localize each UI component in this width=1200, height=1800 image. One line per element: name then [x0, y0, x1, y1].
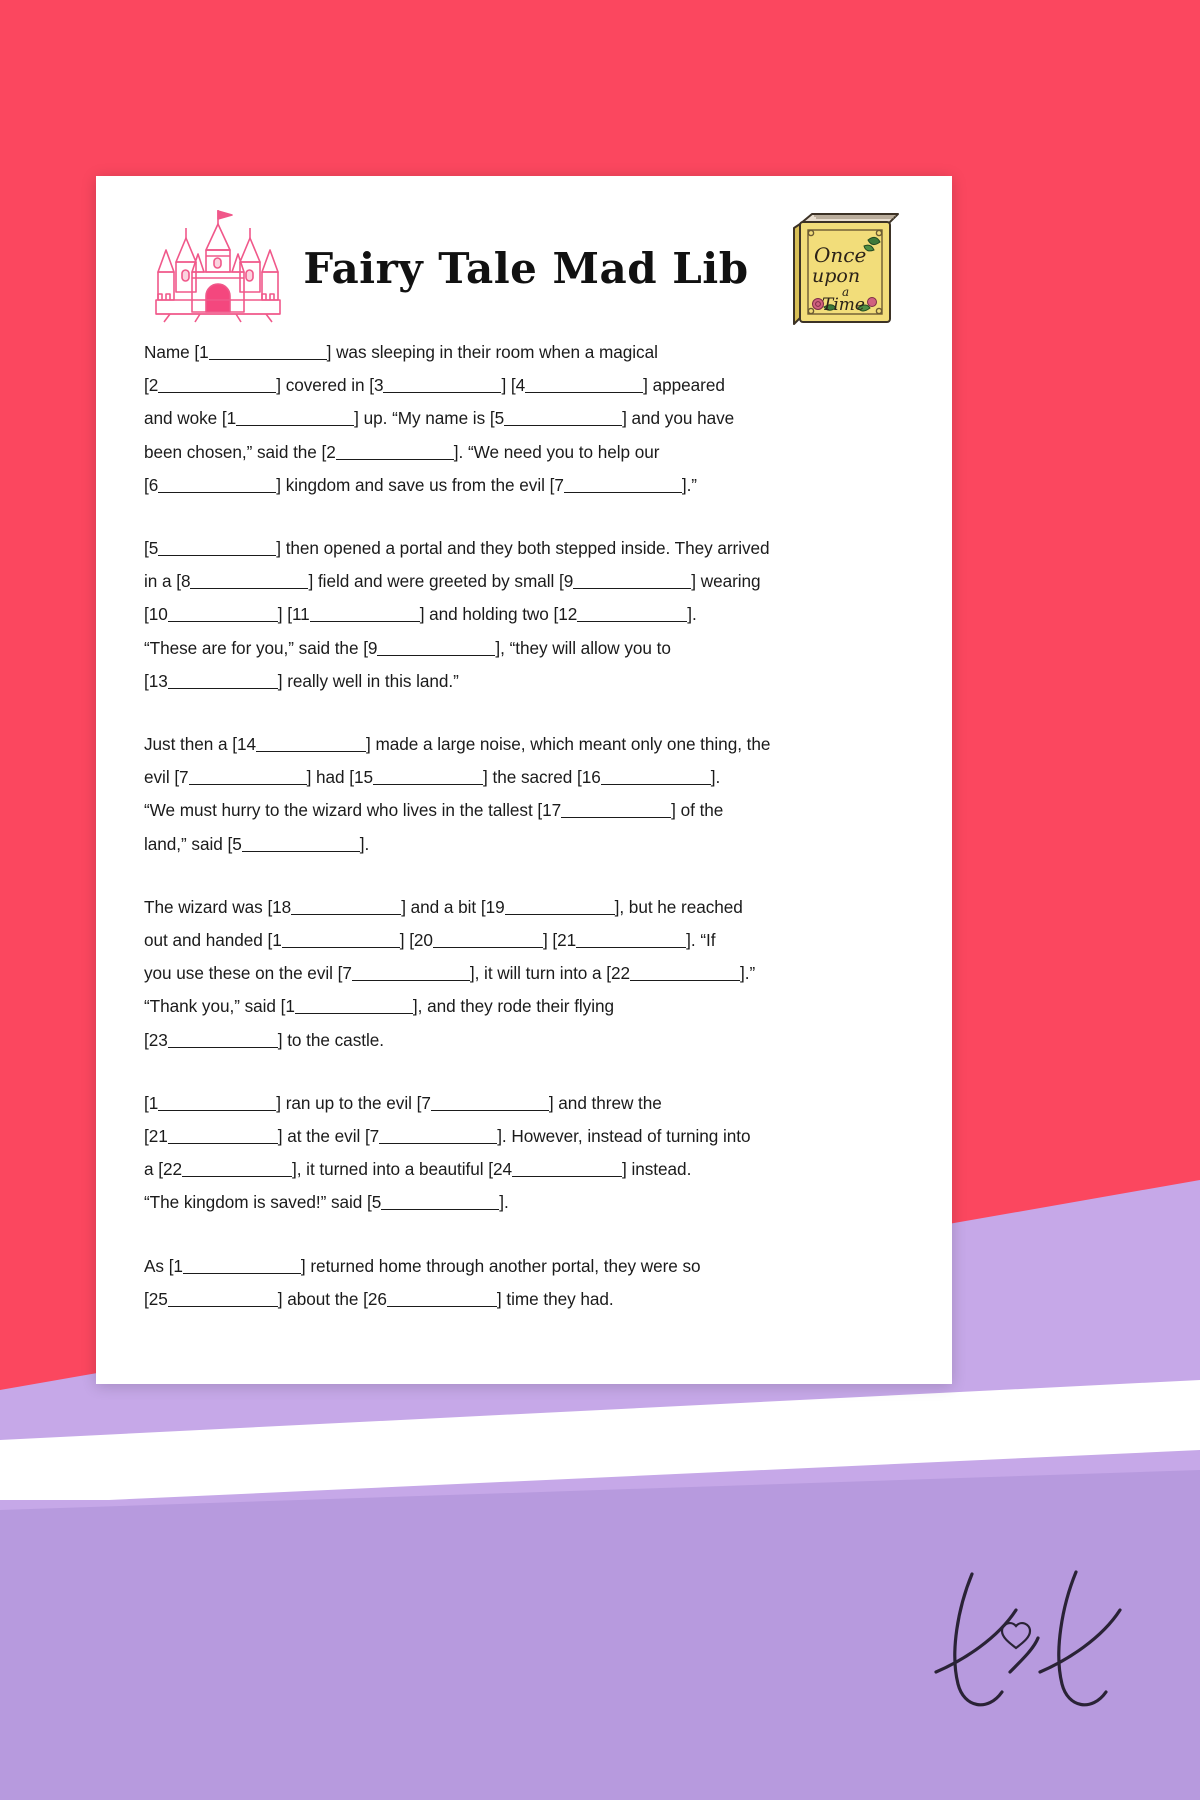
blank-label: [1: [221, 408, 237, 429]
blank-rule[interactable]: [352, 964, 470, 981]
story-text: and woke: [144, 408, 222, 429]
paragraph-2: [144, 532, 908, 698]
story-text: time they had.: [501, 1288, 614, 1309]
blank-close: ]: [501, 375, 507, 396]
story-text: you use these on the evil: [144, 963, 338, 984]
blank-label: [1: [280, 996, 295, 1017]
blank-rule[interactable]: [291, 898, 401, 915]
blank-close: ]: [419, 604, 425, 625]
blank-close: ]: [687, 604, 693, 625]
story-text: “The kingdom is saved!” said: [144, 1192, 368, 1213]
story-text: .: [692, 604, 697, 625]
blank-4[interactable]: [511, 375, 648, 395]
blank-label: [26: [363, 1288, 387, 1309]
blank-close: ]: [542, 930, 548, 951]
book-title-line-3: a: [842, 285, 850, 299]
blank-label: [12: [553, 604, 578, 625]
story-text: evil: [144, 767, 175, 788]
story-line: [144, 1186, 908, 1219]
blank-close: ]: [326, 342, 332, 362]
blank-label: [16: [576, 767, 601, 788]
book-title-line-1: Once: [814, 243, 867, 267]
blank-5[interactable]: [490, 408, 627, 428]
blank-rule[interactable]: [168, 1290, 278, 1307]
story-text: instead.: [626, 1159, 692, 1180]
blank-5[interactable]: [227, 834, 364, 854]
blank-label: [1: [267, 930, 282, 951]
blank-9[interactable]: [363, 638, 500, 658]
story-text: , it will turn into a: [474, 963, 607, 984]
blank-9[interactable]: [559, 571, 696, 591]
worksheet-sheet: [96, 176, 952, 1384]
blank-close: ]: [548, 1092, 554, 1113]
blank-label: [8: [176, 571, 191, 592]
blank-close: ]: [710, 767, 716, 788]
story-text: been chosen,” said the: [144, 441, 322, 462]
story-text: in a: [144, 571, 177, 592]
blank-close: ]: [412, 996, 418, 1017]
blank-21[interactable]: [144, 1126, 282, 1146]
story-text: “These are for you,” said the: [144, 637, 364, 658]
story-line: [144, 632, 908, 665]
story-text: Just then a: [144, 734, 233, 755]
story-text: covered in: [280, 375, 370, 396]
story-line: [144, 598, 908, 631]
blank-close: ]: [277, 1288, 283, 1309]
story-line: [144, 990, 908, 1023]
story-line: [144, 891, 908, 924]
story-text: field and were greeted by small: [313, 571, 560, 592]
blank-rule[interactable]: [577, 605, 687, 622]
blank-label: [20: [409, 930, 433, 951]
book-title-line-2: upon: [812, 265, 861, 287]
blank-5[interactable]: [144, 538, 281, 558]
storybook-icon: [784, 206, 904, 335]
blank-close: ]: [277, 1029, 283, 1050]
story-text: of the: [675, 800, 724, 821]
story-text: As: [144, 1255, 169, 1276]
paragraph-6: [144, 1250, 908, 1316]
blank-rule[interactable]: [182, 1160, 292, 1177]
story-text: and threw the: [553, 1092, 662, 1113]
blank-rule[interactable]: [573, 572, 691, 589]
blank-label: [23: [144, 1029, 168, 1050]
blank-16[interactable]: [577, 767, 715, 787]
story-text: Name: [144, 342, 195, 362]
blank-label: [5: [489, 408, 505, 429]
blank-rule[interactable]: [564, 476, 682, 493]
blank-8[interactable]: [176, 571, 313, 591]
blank-rule[interactable]: [561, 801, 671, 818]
blank-rule[interactable]: [183, 1257, 301, 1274]
blank-close: ]: [496, 1288, 502, 1309]
book-title-line-4: Time: [822, 295, 865, 315]
story-text: .: [364, 833, 370, 854]
worksheet-header: [144, 202, 908, 334]
story-text: was sleeping in their room when a magical: [331, 342, 658, 362]
blank-rule[interactable]: [512, 1160, 622, 1177]
blank-close: ]: [399, 930, 405, 951]
story-line: [144, 1250, 908, 1283]
story-line: [144, 402, 908, 435]
blank-18[interactable]: [267, 897, 405, 917]
blank-close: ]: [306, 767, 312, 788]
story-line: [144, 532, 908, 565]
blank-1[interactable]: [222, 408, 359, 428]
story-text: about the: [282, 1288, 364, 1309]
blank-close: ]: [276, 375, 281, 396]
blank-rule[interactable]: [168, 1031, 278, 1048]
story-text: ran up to the evil: [280, 1092, 417, 1113]
blank-3[interactable]: [369, 375, 506, 395]
story-line: [144, 957, 908, 990]
blank-close: ]: [277, 604, 283, 625]
story-line: [144, 828, 908, 861]
blank-1[interactable]: [169, 1256, 306, 1276]
story-text: out and handed: [144, 930, 268, 951]
story-text: appeared: [647, 375, 725, 396]
story-text: , and they rode their flying: [417, 996, 615, 1017]
blank-21[interactable]: [552, 930, 690, 950]
blank-label: [2: [321, 441, 336, 462]
blank-rule[interactable]: [236, 409, 354, 426]
story-text: and a bit: [405, 896, 481, 917]
blank-1[interactable]: [194, 342, 331, 362]
story-line: [144, 1153, 908, 1186]
story-line: [144, 794, 908, 827]
blank-15[interactable]: [349, 767, 487, 787]
blank-close: ]: [366, 734, 371, 755]
story-text: .”: [686, 474, 697, 495]
blank-rule[interactable]: [379, 1127, 497, 1144]
story-text: up. “My name is: [358, 408, 490, 429]
blank-14[interactable]: [232, 734, 370, 754]
blank-close: ]: [291, 1159, 297, 1180]
blank-rule[interactable]: [505, 898, 615, 915]
story-text: .: [504, 1192, 509, 1213]
story-text: , it turned into a beautiful: [296, 1159, 489, 1180]
story-text: and you have: [626, 408, 735, 429]
blank-close: ]: [453, 441, 459, 462]
blank-rule[interactable]: [381, 1193, 499, 1210]
blank-5[interactable]: [367, 1192, 504, 1212]
blank-close: ]: [499, 1192, 505, 1213]
madlib-story: [144, 334, 908, 1316]
story-line: [144, 565, 908, 598]
blank-label: [13: [144, 670, 168, 691]
story-line: [144, 665, 908, 698]
blank-label: [7: [174, 767, 189, 788]
story-line: [144, 1087, 908, 1120]
blank-close: ]: [300, 1255, 306, 1276]
blank-rule[interactable]: [377, 639, 495, 656]
blank-rule[interactable]: [282, 931, 400, 948]
blank-close: ]: [276, 1092, 281, 1113]
blank-close: ]: [643, 375, 648, 396]
blank-6[interactable]: [144, 475, 281, 495]
story-text: wearing: [695, 571, 761, 592]
blank-7[interactable]: [365, 1126, 502, 1146]
story-text: kingdom and save us from the evil: [280, 474, 550, 495]
blank-close: ]: [671, 800, 676, 821]
story-line: [144, 761, 908, 794]
blank-2[interactable]: [144, 375, 281, 395]
heart-icon: [1002, 1623, 1030, 1648]
blank-rule[interactable]: [168, 605, 278, 622]
blank-label: [5: [144, 538, 159, 559]
blank-rule[interactable]: [189, 768, 307, 785]
blank-rule[interactable]: [158, 476, 276, 493]
blank-close: ]: [622, 1159, 627, 1180]
blank-close: ]: [276, 538, 281, 559]
brand-logo: [906, 1552, 1136, 1742]
story-text: . “We need you to help our: [458, 441, 660, 462]
blank-rule[interactable]: [383, 376, 501, 393]
blank-label: [5: [367, 1192, 382, 1213]
blank-rule[interactable]: [158, 539, 276, 556]
blank-13[interactable]: [144, 671, 282, 691]
blank-close: ]: [308, 571, 314, 592]
blank-label: [7: [549, 474, 564, 495]
blank-label: [4: [510, 375, 526, 396]
story-text: then opened a portal and they both stepped inside. They arrived: [280, 538, 770, 559]
blank-1[interactable]: [281, 996, 418, 1016]
blank-label: [1: [194, 342, 209, 362]
paragraph-4: [144, 891, 908, 1057]
blank-close: ]: [686, 930, 691, 951]
story-text: . However, instead of turning into: [501, 1126, 751, 1147]
blank-close: ]: [483, 767, 488, 788]
story-text: the sacred: [487, 767, 577, 788]
blank-label: [15: [349, 767, 374, 788]
blank-close: ]: [614, 896, 620, 917]
blank-rule[interactable]: [431, 1094, 549, 1111]
blank-label: [22: [158, 1159, 182, 1180]
blank-rule[interactable]: [387, 1290, 497, 1307]
blank-rule[interactable]: [256, 735, 366, 752]
story-line: [144, 728, 908, 761]
blank-7[interactable]: [417, 1093, 554, 1113]
blank-19[interactable]: [481, 897, 619, 917]
blank-12[interactable]: [554, 604, 692, 624]
blank-close: ]: [681, 474, 687, 495]
blank-7[interactable]: [550, 475, 687, 495]
blank-rule[interactable]: [168, 1127, 278, 1144]
story-text: “Thank you,” said: [144, 996, 281, 1017]
story-line: [144, 469, 908, 502]
blank-24[interactable]: [488, 1159, 626, 1179]
blank-label: [9: [559, 571, 574, 592]
blank-rule[interactable]: [504, 409, 622, 426]
blank-22[interactable]: [158, 1159, 296, 1179]
blank-rule[interactable]: [190, 572, 308, 589]
blank-25[interactable]: [144, 1289, 282, 1309]
story-text: a: [144, 1159, 159, 1180]
paragraph-3: [144, 728, 908, 861]
story-text: , but he reached: [619, 896, 743, 917]
story-text: land,” said: [144, 833, 228, 854]
blank-22[interactable]: [606, 963, 744, 983]
blank-rule[interactable]: [168, 672, 278, 689]
paragraph-5: [144, 1087, 908, 1220]
blank-23[interactable]: [144, 1030, 282, 1050]
blank-label: [11: [287, 604, 310, 625]
blank-close: ]: [740, 963, 745, 984]
blank-close: ]: [469, 963, 475, 984]
blank-label: [25: [144, 1288, 168, 1309]
blank-close: ]: [354, 408, 359, 429]
blank-label: [21: [144, 1126, 168, 1147]
story-text: . “If: [690, 930, 716, 951]
blank-label: [24: [488, 1159, 513, 1180]
story-text: made a large noise, which meant only one thing, the: [370, 734, 771, 755]
blank-label: [9: [363, 637, 378, 658]
blank-label: [5: [227, 833, 242, 854]
blank-label: [1: [168, 1255, 183, 1276]
blank-rule[interactable]: [601, 768, 711, 785]
blank-7[interactable]: [174, 767, 311, 787]
story-line: [144, 1024, 908, 1057]
blank-20[interactable]: [409, 930, 547, 950]
blank-rule[interactable]: [336, 443, 454, 460]
story-line: [144, 924, 908, 957]
blank-1[interactable]: [144, 1093, 281, 1113]
blank-close: ]: [359, 833, 365, 854]
blank-close: ]: [401, 896, 406, 917]
blank-label: [21: [552, 930, 577, 951]
blank-rule[interactable]: [158, 376, 276, 393]
blank-label: [17: [537, 800, 562, 821]
story-text: to the castle.: [282, 1029, 384, 1050]
blank-label: [7: [337, 963, 352, 984]
page-title: Fairy Tale Mad Lib: [303, 243, 749, 293]
castle-icon: [152, 204, 284, 335]
story-line: [144, 1120, 908, 1153]
story-text: , “they will allow you to: [500, 637, 671, 658]
blank-label: [18: [267, 896, 292, 917]
blank-close: ]: [277, 670, 283, 691]
story-text: at the evil: [282, 1126, 365, 1147]
story-text: and holding two: [424, 604, 554, 625]
blank-label: [22: [606, 963, 631, 984]
blank-close: ]: [495, 637, 501, 658]
story-text: .: [715, 767, 721, 788]
blank-17[interactable]: [537, 800, 675, 820]
blank-label: [7: [416, 1092, 431, 1113]
story-text: .”: [744, 963, 756, 984]
blank-rule[interactable]: [373, 768, 483, 785]
blank-2[interactable]: [322, 442, 459, 462]
blank-label: [7: [364, 1126, 380, 1147]
blank-rule[interactable]: [295, 997, 413, 1014]
blank-label: [10: [144, 604, 168, 625]
blank-11[interactable]: [287, 604, 424, 624]
blank-rule[interactable]: [242, 835, 360, 852]
story-text: returned home through another portal, they were so: [305, 1255, 701, 1276]
story-line: [144, 436, 908, 469]
blank-close: ]: [276, 474, 281, 495]
blank-close: ]: [277, 1126, 283, 1147]
story-text: really well in this land.”: [282, 670, 459, 691]
blank-10[interactable]: [144, 604, 282, 624]
blank-7[interactable]: [338, 963, 475, 983]
blank-rule[interactable]: [158, 1094, 276, 1111]
story-text: The wizard was: [144, 896, 268, 917]
blank-rule[interactable]: [310, 605, 420, 622]
blank-label: [6: [144, 474, 159, 495]
story-text: “We must hurry to the wizard who lives in the tallest: [144, 800, 538, 821]
story-line: [144, 336, 908, 369]
blank-close: ]: [622, 408, 627, 429]
blank-label: [3: [369, 375, 384, 396]
blank-rule[interactable]: [525, 376, 643, 393]
blank-rule[interactable]: [209, 343, 327, 360]
blank-1[interactable]: [268, 930, 405, 950]
paragraph-1: [144, 336, 908, 502]
blank-close: ]: [691, 571, 696, 592]
blank-close: ]: [497, 1126, 502, 1147]
blank-rule[interactable]: [630, 964, 740, 981]
story-line: [144, 1283, 908, 1316]
blank-label: [19: [480, 896, 505, 917]
blank-rule[interactable]: [576, 931, 686, 948]
blank-26[interactable]: [363, 1289, 501, 1309]
story-text: had: [311, 767, 350, 788]
blank-label: [1: [144, 1092, 159, 1113]
blank-label: [2: [144, 375, 159, 396]
blank-label: [14: [232, 734, 257, 755]
story-line: [144, 369, 908, 402]
blank-rule[interactable]: [433, 931, 543, 948]
